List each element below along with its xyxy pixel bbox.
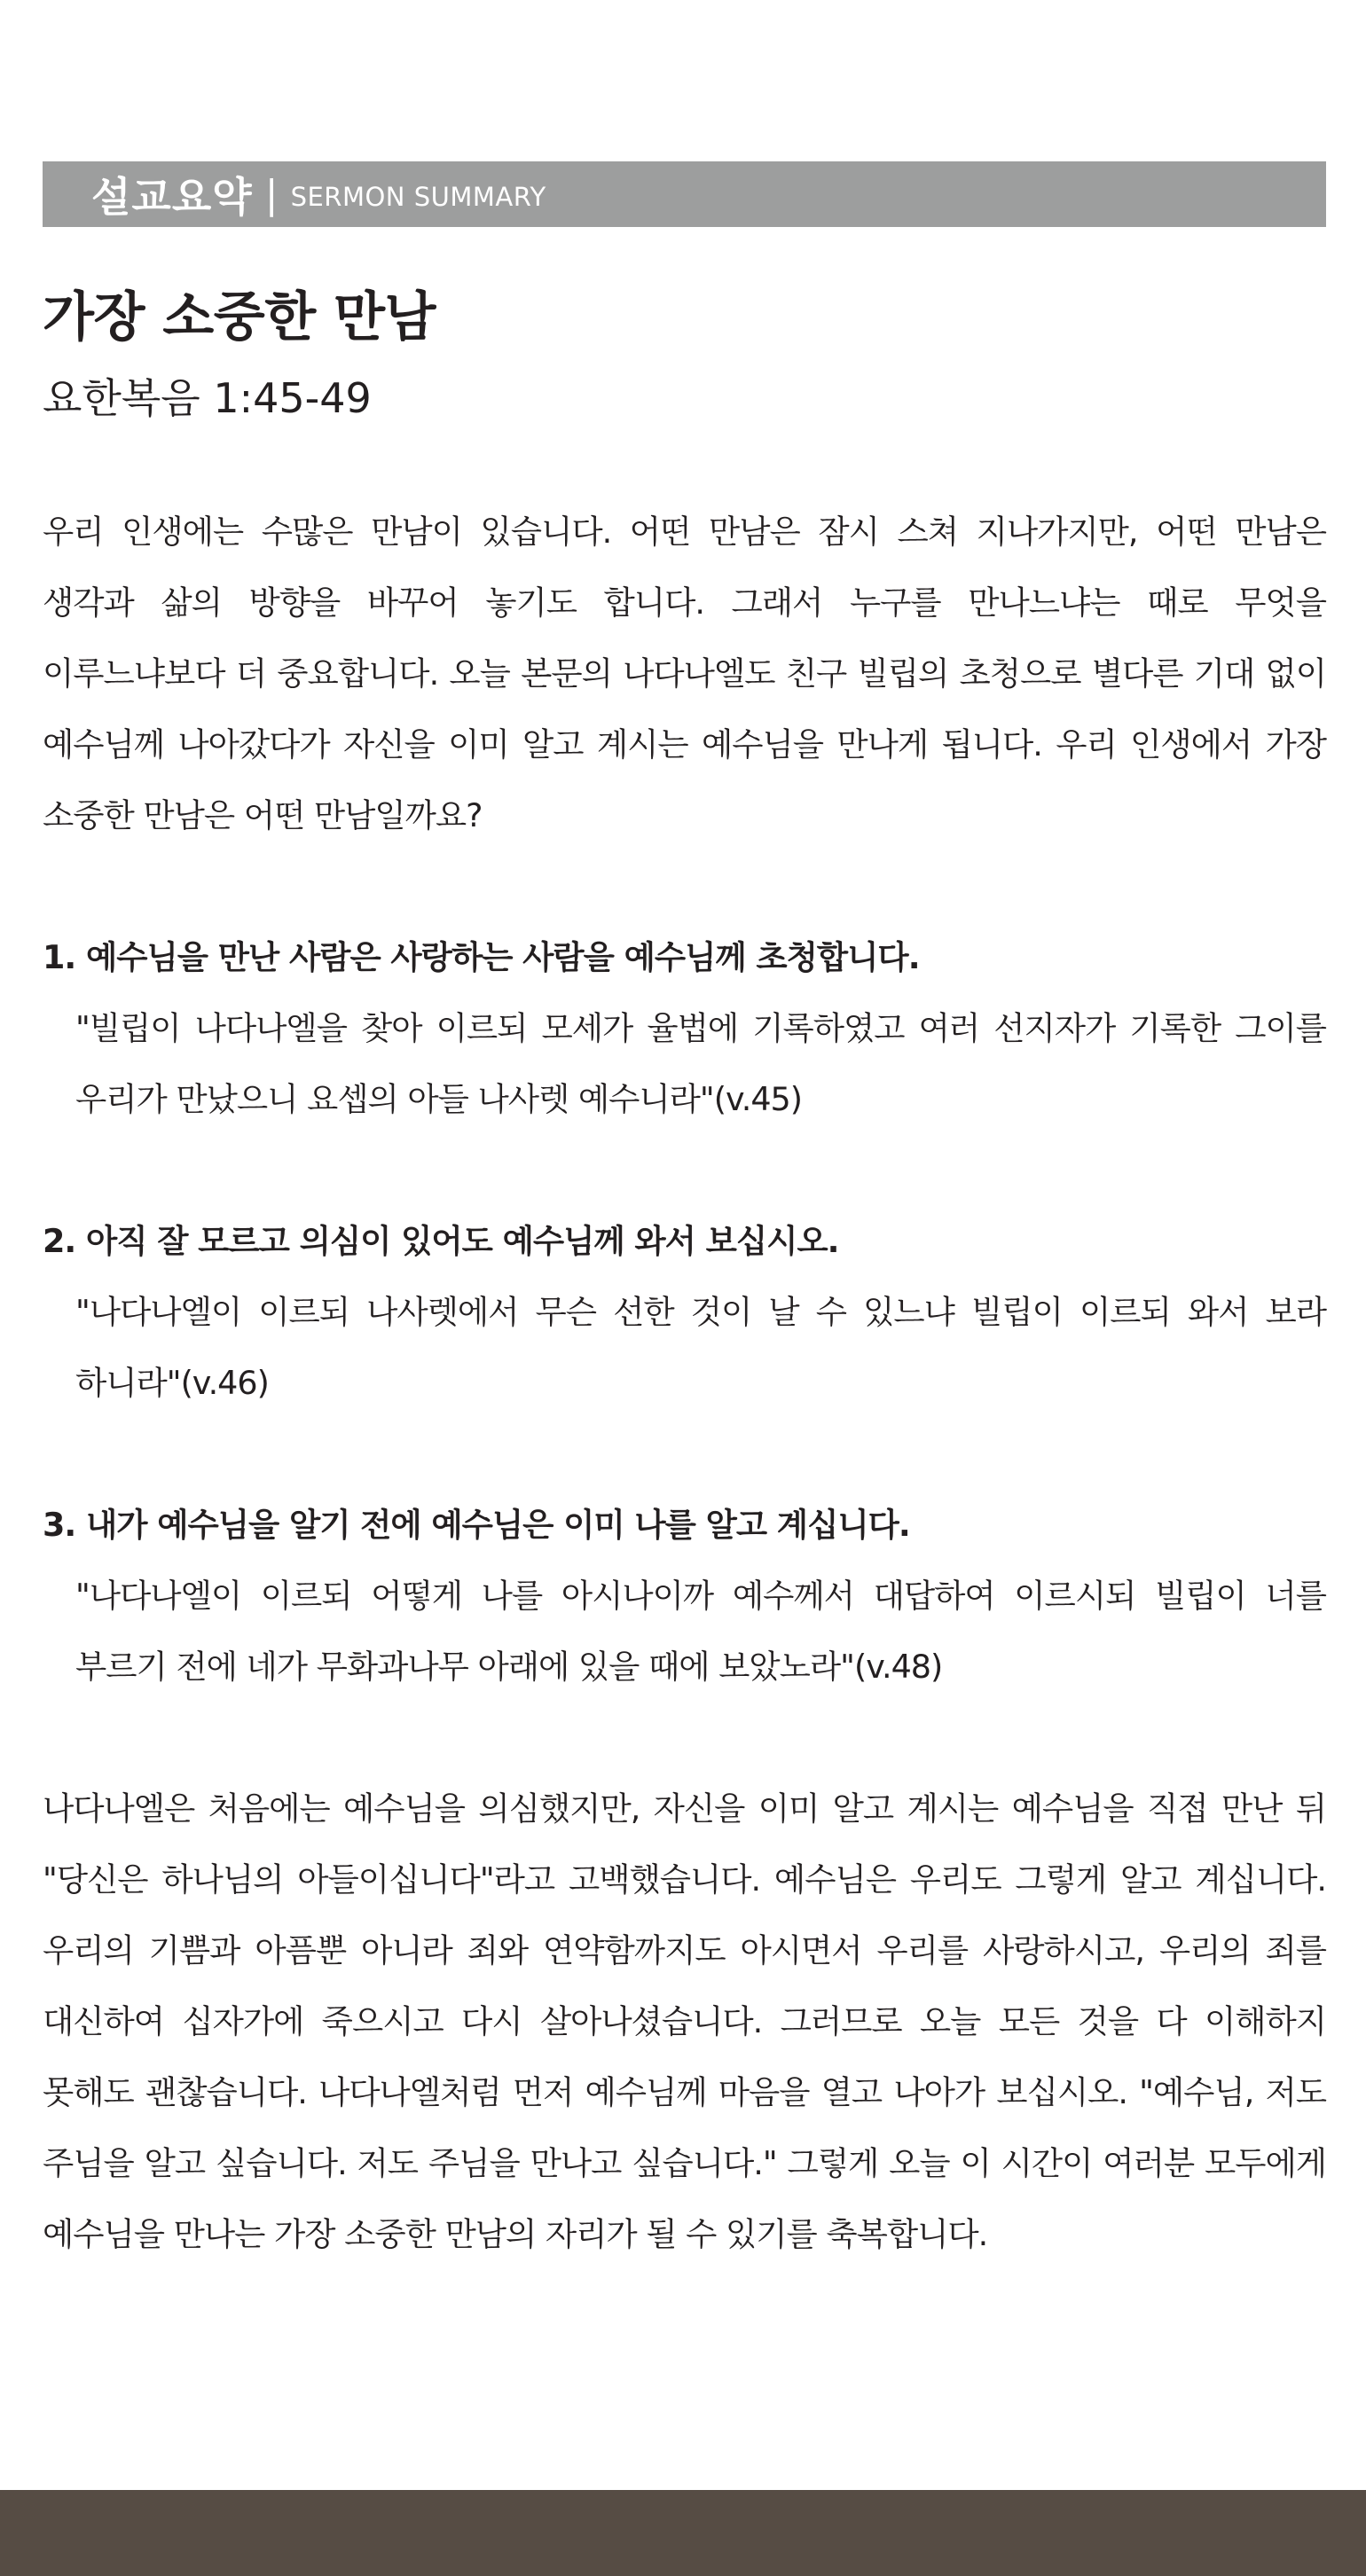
point-heading: 3. 내가 예수님을 알기 전에 예수님은 이미 나를 알고 계십니다.	[43, 1506, 910, 1544]
header-title-korean: 설교요약	[91, 173, 253, 221]
point-3	[43, 1490, 1326, 1703]
header-separator: |	[264, 171, 279, 217]
scripture-reference: 요한복음 1:45-49	[43, 374, 372, 422]
conclusion-paragraph: 나다나엘은 처음에는 예수님을 의심했지만, 자신을 이미 알고 계시는 예수님을 직접 만난 뒤 "당신은 하나님의 아들이십니다"라고 고백했습니다. 예수님은 우리도 그렇게 알고 계십니다. 우리의 기쁨과 아픔뿐 아니라 죄와 연약함까지도 아시면서 우리를 사랑하시고, 우리의 죄를 대신하여 십자가에 죽으시고 다시 살아나셨습니다. 그러므로 오늘 모든 것을 다 이해하지 못해도 괜찮습니다. 나다나엘처럼 먼저 예수님께 마음을 열고 나아가 보십시오. "예수님, 저도 주님을 알고 싶습니다. 저도 주님을 만나고 싶습니다." 그렇게 오늘 이 시간이 여러분 모두에게 예수님을 만나는 가장 소중한 만남의 자리가 될 수 있기를 축복합니다.	[43, 1789, 1326, 2253]
point-2	[43, 1206, 1326, 1419]
sermon-body	[43, 497, 1326, 2270]
point-heading: 2. 아직 잘 모르고 의심이 있어도 예수님께 와서 보십시오.	[43, 1222, 839, 1260]
point-verse: "나다나엘이 이르되 나사렛에서 무슨 선한 것이 날 수 있느냐 빌립이 이르되 와서 보라 하니라"(v.46)	[75, 1293, 1326, 1402]
point-1	[43, 922, 1326, 1135]
point-heading: 1. 예수님을 만난 사람은 사랑하는 사람을 예수님께 초청합니다.	[43, 938, 920, 976]
point-verse: "빌립이 나다나엘을 찾아 이르되 모세가 율법에 기록하였고 여러 선지자가 기록한 그이를 우리가 만났으니 요셉의 아들 나사렛 예수니라"(v.45)	[75, 1009, 1326, 1118]
intro-paragraph: 우리 인생에는 수많은 만남이 있습니다. 어떤 만남은 잠시 스쳐 지나가지만, 어떤 만남은 생각과 삶의 방향을 바꾸어 놓기도 합니다. 그래서 누구를 만나느냐는 때로 무엇을 이루느냐보다 더 중요합니다. 오늘 본문의 나다나엘도 친구 빌립의 초청으로 별다른 기대 없이 예수님께 나아갔다가 자신을 이미 알고 계시는 예수님을 만나게 됩니다. 우리 인생에서 가장 소중한 만남은 어떤 만남일까요?	[43, 513, 1326, 834]
footer-bar	[0, 2490, 1366, 2576]
point-verse: "나다나엘이 이르되 어떻게 나를 아시나이까 예수께서 대답하여 이르시되 빌립이 너를 부르기 전에 네가 무화과나무 아래에 있을 때에 보았노라"(v.48)	[75, 1577, 1326, 1686]
header-title-english: SERMON SUMMARY	[290, 182, 546, 212]
sermon-summary-header	[43, 161, 1326, 227]
sermon-title: 가장 소중한 만남	[43, 286, 436, 348]
